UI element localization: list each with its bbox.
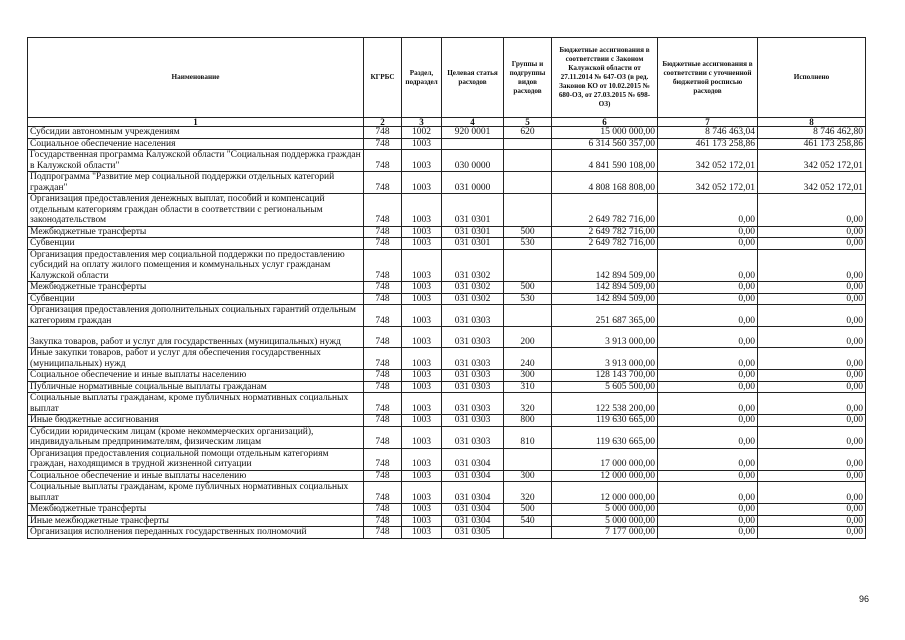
column-number: 8 bbox=[758, 118, 866, 127]
cell-budget-revised: 0,00 bbox=[658, 504, 758, 516]
cell-budget-law: 12 000 000,00 bbox=[552, 482, 658, 504]
cell-executed: 0,00 bbox=[758, 226, 866, 238]
cell-kgrbs: 748 bbox=[364, 150, 402, 172]
column-number: 1 bbox=[28, 118, 364, 127]
cell-article: 031 0301 bbox=[442, 238, 504, 250]
cell-kgrbs: 748 bbox=[364, 194, 402, 227]
cell-kgrbs: 748 bbox=[364, 293, 402, 305]
cell-name: Публичные нормативные социальные выплаты гражданам bbox=[28, 381, 364, 393]
table-row bbox=[28, 194, 866, 227]
cell-name: Субвенции bbox=[28, 238, 364, 250]
cell-budget-revised: 0,00 bbox=[658, 515, 758, 527]
cell-budget-law: 17 000 000,00 bbox=[552, 448, 658, 470]
cell-group: 800 bbox=[504, 415, 552, 427]
cell-group: 310 bbox=[504, 381, 552, 393]
table-row bbox=[28, 470, 866, 482]
cell-article: 031 0303 bbox=[442, 327, 504, 348]
cell-budget-revised: 0,00 bbox=[658, 426, 758, 448]
cell-budget-revised: 0,00 bbox=[658, 370, 758, 382]
cell-section: 1002 bbox=[402, 127, 442, 139]
cell-budget-revised: 0,00 bbox=[658, 348, 758, 370]
cell-executed: 0,00 bbox=[758, 448, 866, 470]
cell-section: 1003 bbox=[402, 527, 442, 539]
cell-budget-revised: 0,00 bbox=[658, 282, 758, 294]
cell-article: 031 0304 bbox=[442, 448, 504, 470]
cell-section: 1003 bbox=[402, 482, 442, 504]
cell-kgrbs: 748 bbox=[364, 249, 402, 282]
cell-group: 500 bbox=[504, 226, 552, 238]
cell-section: 1003 bbox=[402, 348, 442, 370]
header-executed: Исполнено bbox=[758, 38, 866, 118]
cell-group bbox=[504, 249, 552, 282]
cell-group: 500 bbox=[504, 282, 552, 294]
cell-section: 1003 bbox=[402, 426, 442, 448]
cell-budget-revised: 0,00 bbox=[658, 194, 758, 227]
table-row bbox=[28, 348, 866, 370]
header-article: Целевая статья расходов bbox=[442, 38, 504, 118]
cell-name: Иные бюджетные ассигнования bbox=[28, 415, 364, 427]
table-row bbox=[28, 515, 866, 527]
cell-section: 1003 bbox=[402, 393, 442, 415]
cell-group: 530 bbox=[504, 293, 552, 305]
cell-kgrbs: 748 bbox=[364, 172, 402, 194]
cell-budget-law: 128 143 700,00 bbox=[552, 370, 658, 382]
cell-name: Социальное обеспечение и иные выплаты населению bbox=[28, 370, 364, 382]
table-body bbox=[28, 127, 866, 539]
cell-budget-law: 5 000 000,00 bbox=[552, 515, 658, 527]
cell-budget-law: 119 630 665,00 bbox=[552, 426, 658, 448]
cell-name: Субсидии юридическим лицам (кроме некоммерческих организаций), индивидуальным предпринимателям, физическим лицам bbox=[28, 426, 364, 448]
column-number: 3 bbox=[402, 118, 442, 127]
cell-budget-law: 12 000 000,00 bbox=[552, 470, 658, 482]
table-row bbox=[28, 381, 866, 393]
cell-section: 1003 bbox=[402, 194, 442, 227]
cell-section: 1003 bbox=[402, 138, 442, 150]
cell-section: 1003 bbox=[402, 381, 442, 393]
cell-section: 1003 bbox=[402, 172, 442, 194]
cell-budget-law: 2 649 782 716,00 bbox=[552, 226, 658, 238]
cell-budget-revised: 0,00 bbox=[658, 226, 758, 238]
cell-budget-revised: 0,00 bbox=[658, 249, 758, 282]
cell-article: 031 0304 bbox=[442, 470, 504, 482]
cell-name: Социальные выплаты гражданам, кроме публичных нормативных социальных выплат bbox=[28, 393, 364, 415]
cell-article: 031 0302 bbox=[442, 293, 504, 305]
cell-group: 540 bbox=[504, 515, 552, 527]
cell-budget-revised: 0,00 bbox=[658, 293, 758, 305]
cell-kgrbs: 748 bbox=[364, 515, 402, 527]
cell-kgrbs: 748 bbox=[364, 226, 402, 238]
table-row bbox=[28, 282, 866, 294]
cell-article: 031 0303 bbox=[442, 415, 504, 427]
cell-budget-law: 4 841 590 108,00 bbox=[552, 150, 658, 172]
cell-article: 031 0304 bbox=[442, 504, 504, 516]
cell-kgrbs: 748 bbox=[364, 138, 402, 150]
header-budget-law: Бюджетные ассигнования в соответствии с Законом Калужской области от 27.11.2014 № 647-ОЗ (в ред. Законов КО от 10.02.2015 № 680-ОЗ, от 27.03.2015 № 698-ОЗ) bbox=[552, 38, 658, 118]
cell-executed: 0,00 bbox=[758, 393, 866, 415]
cell-group: 620 bbox=[504, 127, 552, 139]
table-row bbox=[28, 249, 866, 282]
cell-kgrbs: 748 bbox=[364, 426, 402, 448]
cell-kgrbs: 748 bbox=[364, 282, 402, 294]
cell-budget-revised: 0,00 bbox=[658, 482, 758, 504]
cell-budget-revised: 0,00 bbox=[658, 381, 758, 393]
cell-name: Межбюджетные трансферты bbox=[28, 504, 364, 516]
cell-executed: 0,00 bbox=[758, 515, 866, 527]
cell-executed: 0,00 bbox=[758, 381, 866, 393]
cell-group bbox=[504, 194, 552, 227]
column-number: 6 bbox=[552, 118, 658, 127]
cell-name: Закупка товаров, работ и услуг для государственных (муниципальных) нужд bbox=[28, 327, 364, 348]
cell-executed: 0,00 bbox=[758, 327, 866, 348]
header-name: Наименование bbox=[28, 38, 364, 118]
cell-name: Иные межбюджетные трансферты bbox=[28, 515, 364, 527]
table-row bbox=[28, 482, 866, 504]
cell-article: 031 0302 bbox=[442, 282, 504, 294]
column-number: 4 bbox=[442, 118, 504, 127]
cell-budget-law: 122 538 200,00 bbox=[552, 393, 658, 415]
cell-group bbox=[504, 527, 552, 539]
table-row bbox=[28, 226, 866, 238]
cell-budget-law: 142 894 509,00 bbox=[552, 282, 658, 294]
cell-executed: 8 746 462,80 bbox=[758, 127, 866, 139]
column-number: 5 bbox=[504, 118, 552, 127]
cell-kgrbs: 748 bbox=[364, 327, 402, 348]
cell-group: 200 bbox=[504, 327, 552, 348]
cell-section: 1003 bbox=[402, 293, 442, 305]
table-row bbox=[28, 293, 866, 305]
cell-executed: 342 052 172,01 bbox=[758, 150, 866, 172]
cell-budget-law: 142 894 509,00 bbox=[552, 249, 658, 282]
cell-budget-law: 3 913 000,00 bbox=[552, 327, 658, 348]
cell-name: Организация исполнения переданных государственных полномочий bbox=[28, 527, 364, 539]
cell-group: 500 bbox=[504, 504, 552, 516]
table-row bbox=[28, 150, 866, 172]
cell-budget-revised: 0,00 bbox=[658, 327, 758, 348]
cell-name: Социальные выплаты гражданам, кроме публичных нормативных социальных выплат bbox=[28, 482, 364, 504]
cell-name: Государственная программа Калужской области "Социальная поддержка граждан в Калужской области" bbox=[28, 150, 364, 172]
cell-section: 1003 bbox=[402, 226, 442, 238]
cell-executed: 0,00 bbox=[758, 370, 866, 382]
table-row bbox=[28, 370, 866, 382]
cell-budget-law: 3 913 000,00 bbox=[552, 348, 658, 370]
cell-executed: 0,00 bbox=[758, 194, 866, 227]
cell-article: 920 0001 bbox=[442, 127, 504, 139]
cell-group bbox=[504, 138, 552, 150]
cell-section: 1003 bbox=[402, 470, 442, 482]
cell-executed: 0,00 bbox=[758, 282, 866, 294]
cell-executed: 342 052 172,01 bbox=[758, 172, 866, 194]
cell-article: 031 0303 bbox=[442, 381, 504, 393]
cell-article: 031 0303 bbox=[442, 426, 504, 448]
cell-executed: 0,00 bbox=[758, 305, 866, 327]
table-row bbox=[28, 527, 866, 539]
cell-budget-revised: 8 746 463,04 bbox=[658, 127, 758, 139]
cell-executed: 0,00 bbox=[758, 482, 866, 504]
cell-budget-law: 7 177 000,00 bbox=[552, 527, 658, 539]
cell-executed: 0,00 bbox=[758, 504, 866, 516]
cell-name: Организация предоставления денежных выплат, пособий и компенсаций отдельным категориям граждан области в соответствии с региональным законодательством bbox=[28, 194, 364, 227]
budget-table bbox=[27, 37, 866, 539]
cell-budget-revised: 461 173 258,86 bbox=[658, 138, 758, 150]
cell-budget-law: 2 649 782 716,00 bbox=[552, 194, 658, 227]
cell-executed: 0,00 bbox=[758, 470, 866, 482]
cell-kgrbs: 748 bbox=[364, 348, 402, 370]
cell-kgrbs: 748 bbox=[364, 393, 402, 415]
cell-name: Социальное обеспечение и иные выплаты населению bbox=[28, 470, 364, 482]
cell-executed: 0,00 bbox=[758, 415, 866, 427]
cell-budget-law: 2 649 782 716,00 bbox=[552, 238, 658, 250]
cell-kgrbs: 748 bbox=[364, 415, 402, 427]
cell-budget-revised: 0,00 bbox=[658, 527, 758, 539]
cell-name: Организация предоставления дополнительных социальных гарантий отдельным категориям граждан bbox=[28, 305, 364, 327]
cell-kgrbs: 748 bbox=[364, 238, 402, 250]
cell-budget-revised: 0,00 bbox=[658, 415, 758, 427]
table-row bbox=[28, 238, 866, 250]
cell-article: 031 0303 bbox=[442, 348, 504, 370]
cell-budget-law: 119 630 665,00 bbox=[552, 415, 658, 427]
header-section: Раздел, подраздел bbox=[402, 38, 442, 118]
cell-name: Субсидии автономным учреждениям bbox=[28, 127, 364, 139]
cell-kgrbs: 748 bbox=[364, 482, 402, 504]
cell-executed: 0,00 bbox=[758, 249, 866, 282]
cell-article bbox=[442, 138, 504, 150]
cell-section: 1003 bbox=[402, 415, 442, 427]
header-row bbox=[28, 38, 866, 118]
cell-name: Иные закупки товаров, работ и услуг для обеспечения государственных (муниципальных) нужд bbox=[28, 348, 364, 370]
cell-article: 031 0000 bbox=[442, 172, 504, 194]
cell-group: 300 bbox=[504, 370, 552, 382]
cell-budget-revised: 0,00 bbox=[658, 448, 758, 470]
cell-group bbox=[504, 150, 552, 172]
cell-section: 1003 bbox=[402, 515, 442, 527]
cell-name: Организация предоставления мер социальной поддержки по предоставлению субсидий на оплату жилого помещения и коммунальных услуг гражданам Калужской области bbox=[28, 249, 364, 282]
cell-budget-revised: 342 052 172,01 bbox=[658, 172, 758, 194]
cell-group: 810 bbox=[504, 426, 552, 448]
cell-executed: 0,00 bbox=[758, 348, 866, 370]
cell-budget-revised: 0,00 bbox=[658, 470, 758, 482]
cell-budget-law: 4 808 168 808,00 bbox=[552, 172, 658, 194]
table-row bbox=[28, 426, 866, 448]
cell-article: 031 0301 bbox=[442, 194, 504, 227]
cell-name: Межбюджетные трансферты bbox=[28, 282, 364, 294]
cell-group bbox=[504, 448, 552, 470]
table-row bbox=[28, 127, 866, 139]
cell-executed: 461 173 258,86 bbox=[758, 138, 866, 150]
cell-group: 530 bbox=[504, 238, 552, 250]
table-row bbox=[28, 393, 866, 415]
cell-article: 031 0304 bbox=[442, 482, 504, 504]
cell-budget-revised: 0,00 bbox=[658, 393, 758, 415]
header-kgrbs: КГРБС bbox=[364, 38, 402, 118]
cell-budget-law: 5 000 000,00 bbox=[552, 504, 658, 516]
column-number-row bbox=[28, 118, 866, 127]
cell-name: Субвенции bbox=[28, 293, 364, 305]
cell-executed: 0,00 bbox=[758, 426, 866, 448]
table-row bbox=[28, 504, 866, 516]
cell-executed: 0,00 bbox=[758, 527, 866, 539]
cell-budget-revised: 342 052 172,01 bbox=[658, 150, 758, 172]
cell-article: 030 0000 bbox=[442, 150, 504, 172]
cell-budget-revised: 0,00 bbox=[658, 238, 758, 250]
column-number: 2 bbox=[364, 118, 402, 127]
table-row bbox=[28, 415, 866, 427]
cell-article: 031 0305 bbox=[442, 527, 504, 539]
cell-article: 031 0303 bbox=[442, 305, 504, 327]
table-row bbox=[28, 327, 866, 348]
cell-kgrbs: 748 bbox=[364, 504, 402, 516]
cell-kgrbs: 748 bbox=[364, 527, 402, 539]
header-groups: Группы и подгруппы видов расходов bbox=[504, 38, 552, 118]
cell-kgrbs: 748 bbox=[364, 305, 402, 327]
cell-section: 1003 bbox=[402, 370, 442, 382]
cell-kgrbs: 748 bbox=[364, 470, 402, 482]
cell-group bbox=[504, 172, 552, 194]
cell-section: 1003 bbox=[402, 504, 442, 516]
cell-name: Подпрограмма "Развитие мер социальной поддержки отдельных категорий граждан" bbox=[28, 172, 364, 194]
cell-budget-law: 15 000 000,00 bbox=[552, 127, 658, 139]
cell-section: 1003 bbox=[402, 327, 442, 348]
cell-executed: 0,00 bbox=[758, 293, 866, 305]
column-number: 7 bbox=[658, 118, 758, 127]
cell-budget-law: 251 687 365,00 bbox=[552, 305, 658, 327]
cell-article: 031 0303 bbox=[442, 370, 504, 382]
cell-group bbox=[504, 305, 552, 327]
cell-budget-law: 6 314 560 357,00 bbox=[552, 138, 658, 150]
cell-section: 1003 bbox=[402, 150, 442, 172]
report-sheet bbox=[27, 37, 865, 539]
cell-group: 300 bbox=[504, 470, 552, 482]
cell-group: 320 bbox=[504, 482, 552, 504]
cell-kgrbs: 748 bbox=[364, 448, 402, 470]
cell-article: 031 0303 bbox=[442, 393, 504, 415]
cell-section: 1003 bbox=[402, 249, 442, 282]
table-row bbox=[28, 305, 866, 327]
cell-group: 320 bbox=[504, 393, 552, 415]
cell-kgrbs: 748 bbox=[364, 127, 402, 139]
cell-name: Организация предоставления социальной помощи отдельным категориям граждан, находящимся в трудной жизненной ситуации bbox=[28, 448, 364, 470]
cell-budget-law: 5 605 500,00 bbox=[552, 381, 658, 393]
table-row bbox=[28, 448, 866, 470]
cell-section: 1003 bbox=[402, 448, 442, 470]
cell-article: 031 0301 bbox=[442, 226, 504, 238]
cell-section: 1003 bbox=[402, 305, 442, 327]
header-budget-revised: Бюджетные ассигнования в соответствии с уточненной бюджетной росписью расходов bbox=[658, 38, 758, 118]
cell-name: Социальное обеспечение населения bbox=[28, 138, 364, 150]
cell-kgrbs: 748 bbox=[364, 370, 402, 382]
cell-kgrbs: 748 bbox=[364, 381, 402, 393]
cell-article: 031 0304 bbox=[442, 515, 504, 527]
cell-executed: 0,00 bbox=[758, 238, 866, 250]
cell-budget-law: 142 894 509,00 bbox=[552, 293, 658, 305]
table-row bbox=[28, 172, 866, 194]
cell-budget-revised: 0,00 bbox=[658, 305, 758, 327]
cell-article: 031 0302 bbox=[442, 249, 504, 282]
cell-name: Межбюджетные трансферты bbox=[28, 226, 364, 238]
table-row bbox=[28, 138, 866, 150]
page-number: 96 bbox=[859, 594, 870, 604]
cell-section: 1003 bbox=[402, 282, 442, 294]
cell-group: 240 bbox=[504, 348, 552, 370]
cell-section: 1003 bbox=[402, 238, 442, 250]
